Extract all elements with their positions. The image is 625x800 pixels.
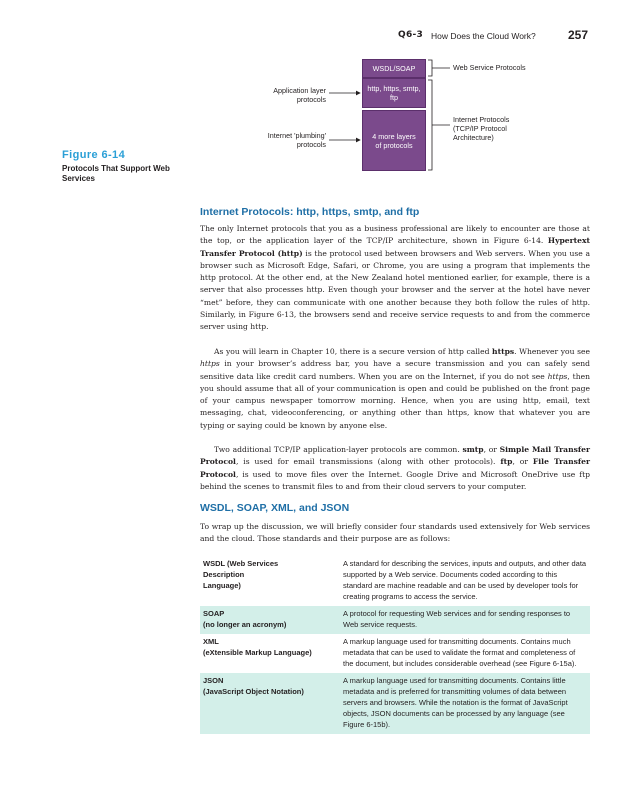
standard-term: JSON (JavaScript Object Notation) (203, 676, 304, 696)
label-internet-protocols: Internet Protocols (TCP/IP Protocol Architecture) (453, 115, 510, 142)
table-row (200, 673, 590, 734)
stack-wsdl-soap: WSDL/SOAP (362, 59, 426, 78)
paragraph-smtp-ftp: Two additional TCP/IP application-layer protocols are common. smtp, or Simple Mail Transfer Protocol, is used for email transmissions (along with other protocols). ftp, or File Transfer Protocol, is used to move files over the Internet. Google Drive and Microsoft OneDrive use ftp behind the scenes to transmit files to and from their cloud servers to your computer. (200, 445, 590, 491)
label-application-layer: Application layer protocols (273, 86, 326, 104)
label-web-service: Web Service Protocols (453, 63, 526, 72)
table-row (200, 634, 590, 673)
paragraph-https: As you will learn in Chapter 10, there is a secure version of http called https. Whenever you see https in your browser’s address bar, you have a secure transmission and you can safely send sensitive data like credit card numbers. When you are on the Internet, if you do not see https, then you should assume that all of your communication is open and could be published on the front page of your campus newspaper tomorrow morning. Hence, when you are using http, email, text messaging, chat, videoconferencing, or anything other than https, know that whatever you are typing or saying could be known by anyone else. (200, 347, 591, 430)
running-header (398, 29, 594, 43)
standard-definition: A markup language used for transmitting documents. Contains little metadata and is preferred for transmitting volumes of data between servers and browsers. While the notation is the format of JavaScript objects, JSON documents can be processed by any language (see Figure 6-15b). (343, 676, 568, 729)
section-heading-wsdl-soap: WSDL, SOAP, XML, and JSON (200, 502, 350, 514)
paragraph-standards-intro: To wrap up the discussion, we will briefly consider four standards used extensively for Web services and the cloud. Those standards and their purpose are as follows: (200, 522, 590, 544)
stack-app-layer: http, https, smtp, ftp (362, 78, 426, 108)
internet-bracket (428, 80, 450, 170)
web-service-bracket (428, 60, 450, 76)
chapter-code: Q6-3 (398, 30, 424, 40)
standard-definition: A standard for describing the services, inputs and outputs, and other data supported by a Web service. Documents coded according to this standard are machine readable and can be used by developer tools for creating programs to access the service. (343, 559, 587, 601)
section-heading-internet-protocols: Internet Protocols: http, https, smtp, and ftp (200, 206, 420, 218)
table-row (200, 556, 590, 606)
standard-term: WSDL (Web Services Description Language) (203, 559, 279, 590)
table-row (200, 606, 590, 634)
label-plumbing: Internet 'plumbing' protocols (267, 131, 326, 149)
standard-definition: A markup language used for transmitting documents. Contains much metadata that can be used to validate the format and completeness of the document, but includes considerable overhead (see Figure 6-15a). (343, 637, 577, 668)
standards-table (200, 556, 590, 734)
paragraph-http: The only Internet protocols that you as a business professional are likely to encounter are those at the top, or the application layer of the TCP/IP architecture, shown in Figure 6-14. Hypertext Transfer Protocol (http) is the protocol used between browsers and Web servers. When you use a browser such as Microsoft Edge, Safari, or Chrome, you are using a program that implements the http protocol. At the other end, at the New Zealand hotel mentioned earlier, for example, there is a server that also processes http. Even though your browser and the server at the hotel have never “met” before, they can communicate with one another because they both follow the rules of http. Similarly, in Figure 6-13, the browsers send and receive service requests to and from the commerce server using http. (200, 224, 591, 332)
page-number: 257 (567, 28, 588, 42)
stack-lower-layers: 4 more layers of protocols (362, 110, 426, 171)
figure-caption (62, 149, 192, 184)
standard-term: XML (eXtensible Markup Language) (203, 637, 312, 657)
standard-term: SOAP (no longer an acronym) (203, 609, 287, 629)
standard-definition: A protocol for requesting Web services and for sending responses to Web service requests. (343, 609, 571, 629)
figure-number: Figure 6-14 (62, 149, 126, 161)
section-title: How Does the Cloud Work? (431, 31, 536, 41)
figure-caption-text: Protocols That Support Web Services (62, 164, 170, 183)
